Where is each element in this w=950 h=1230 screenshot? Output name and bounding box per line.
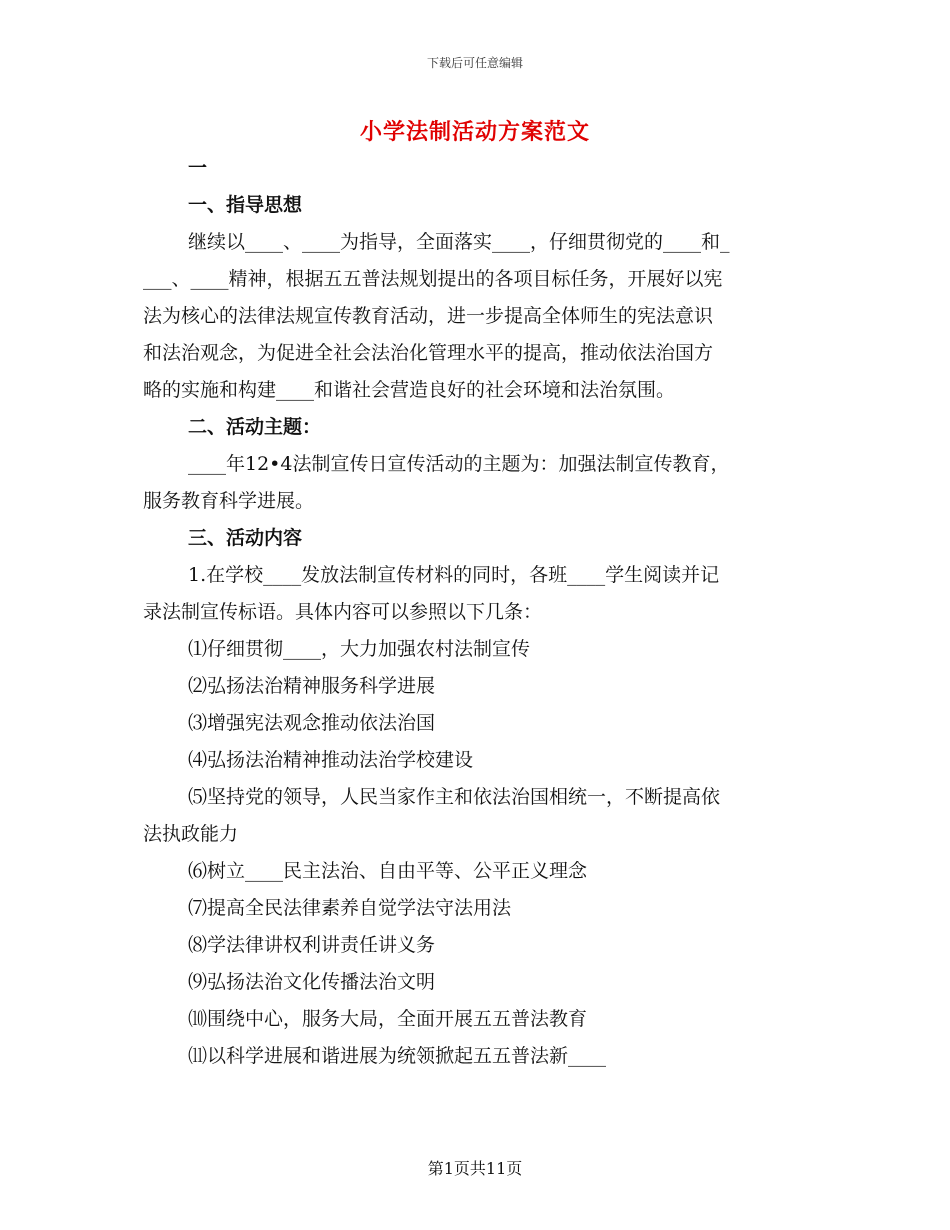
paragraph-line: 法执政能力: [143, 823, 239, 845]
paragraph-line: 1.在学校____发放法制宣传材料的同时，各班____学生阅读并记: [188, 564, 720, 586]
paragraph-line: ⑼弘扬法治文化传播法治文明: [188, 971, 436, 993]
paragraph-line: ____年12•4法制宣传日宣传活动的主题为：加强法制宣传教育，: [188, 453, 730, 475]
section-heading: 三、活动内容: [188, 527, 303, 549]
paragraph-line: 继续以____、____为指导，全面落实____，仔细贯彻党的____和_: [188, 231, 730, 253]
header-note: 下载后可任意编辑: [426, 56, 523, 70]
paragraph-line: ⑹树立____民主法治、自由平等、公平正义理念: [188, 860, 588, 882]
paragraph-line: 录法制宣传标语。具体内容可以参照以下几条：: [143, 601, 543, 623]
page-number-footer: 第1页共11页: [427, 1159, 523, 1178]
paragraph-line: 和法治观念，为促进全社会法治化管理水平的提高，推动依法治国方: [143, 342, 714, 364]
paragraph-line: ⑷弘扬法治精神推动法治学校建设: [188, 749, 474, 771]
paragraph-line: ⑶增强宪法观念推动依法治国: [188, 712, 436, 734]
paragraph-line: 法为核心的法律法规宣传教育活动，进一步提高全体师生的宪法意识: [143, 305, 714, 327]
paragraph-line: ⑻学法律讲权利讲责任讲义务: [188, 934, 436, 956]
paragraph-line: ⑾以科学进展和谐进展为统领掀起五五普法新____: [188, 1045, 607, 1067]
document-title: 小学法制活动方案范文: [359, 119, 590, 145]
document-body: [143, 150, 803, 1075]
section-heading: 二、活动主题：: [188, 416, 322, 438]
paragraph-line: 略的实施和构建____和谐社会营造良好的社会环境和法治氛围。: [143, 379, 676, 401]
paragraph-line: ⑽围绕中心，服务大局，全面开展五五普法教育: [188, 1008, 588, 1030]
paragraph-line: ___、____精神，根据五五普法规划提出的各项目标任务，开展好以宪: [143, 268, 723, 290]
paragraph-line: ⑸坚持党的领导，人民当家作主和依法治国相统一，不断提高依: [188, 786, 721, 808]
paragraph-line: 服务教育科学进展。: [143, 490, 315, 512]
section-heading: 一、指导思想: [188, 194, 303, 216]
paragraph-line: ⑵弘扬法治精神服务科学进展: [188, 675, 436, 697]
paragraph-line: ⑴仔细贯彻____，大力加强农村法制宣传: [188, 638, 531, 660]
paragraph-line: ⑺提高全民法律素养自觉学法守法用法: [188, 897, 512, 919]
section-heading: 一: [188, 157, 208, 179]
